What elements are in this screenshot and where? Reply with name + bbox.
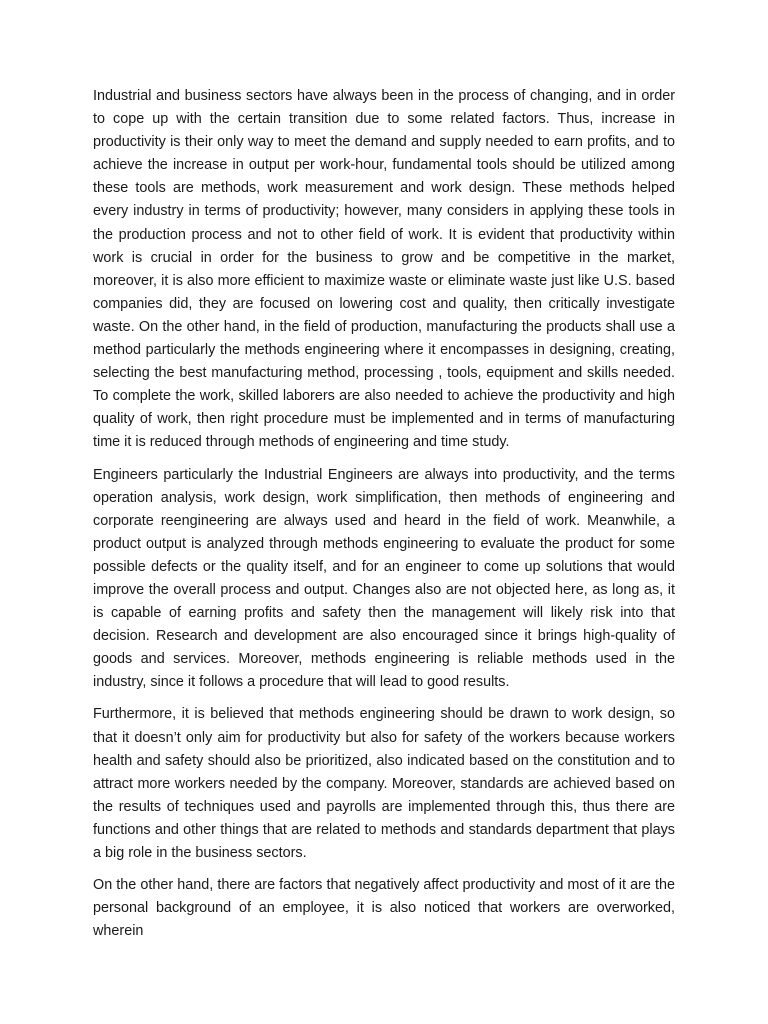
paragraph-1: Industrial and business sectors have always been in the process of changing, and in order to cope up with the certain transition due to some related factors. Thus, increase in productivity is their only way to meet the demand and supply needed to earn profits, and to achieve the increase in output per work-hour, fundamental tools should be utilized among these tools are methods, work measurement and work design. These methods helped every industry in terms of productivity; however, many considers in applying these tools in the production process and not to other field of work. It is evident that productivity within work is crucial in order for the business to grow and be competitive in the market, moreover, it is also more efficient to maximize waste or eliminate waste just like U.S. based companies did, they are focused on lowering cost and quality, then critically investigate waste. On the other hand, in the field of production, manufacturing the products shall use a method particularly the methods engineering where it encompasses in designing, creating, selecting the best manufacturing method, processing , tools, equipment and skills needed. To complete the work, skilled laborers are also needed to achieve the productivity and high quality of work, then right procedure must be implemented and in terms of manufacturing time it is reduced through methods of engineering and time study.	[93, 88, 675, 451]
paragraph-2: Engineers particularly the Industrial Engineers are always into productivity, and the terms operation analysis, work design, work simplification, then methods of engineering and corporate reengineering are always used and heard in the field of work. Meanwhile, a product output is analyzed through methods engineering to evaluate the product for some possible defects or the quality itself, and for an engineer to come up solutions that would improve the overall process and output. Changes also are not objected here, as long as, it is capable of earning profits and safety then the management will likely risk into that decision. Research and development are also encouraged since it brings high-quality of goods and services. Moreover, methods engineering is reliable methods used in the industry, since it follows a procedure that will lead to good results.	[93, 466, 675, 691]
paragraph-4: On the other hand, there are factors that negatively affect productivity and most of it are the personal background of an employee, it is also noticed that workers are overworked, wherein	[93, 877, 675, 940]
paragraph-3: Furthermore, it is believed that methods engineering should be drawn to work design, so that it doesn’t only aim for productivity but also for safety of the workers because workers health and safety should also be prioritized, also indicated based on the constitution and to attract more workers needed by the company. Moreover, standards are achieved based on the results of techniques used and payrolls are implemented through this, thus there are functions and other things that are related to methods and standards department that plays a big role in the business sectors.	[93, 706, 675, 861]
document-page	[93, 85, 675, 952]
